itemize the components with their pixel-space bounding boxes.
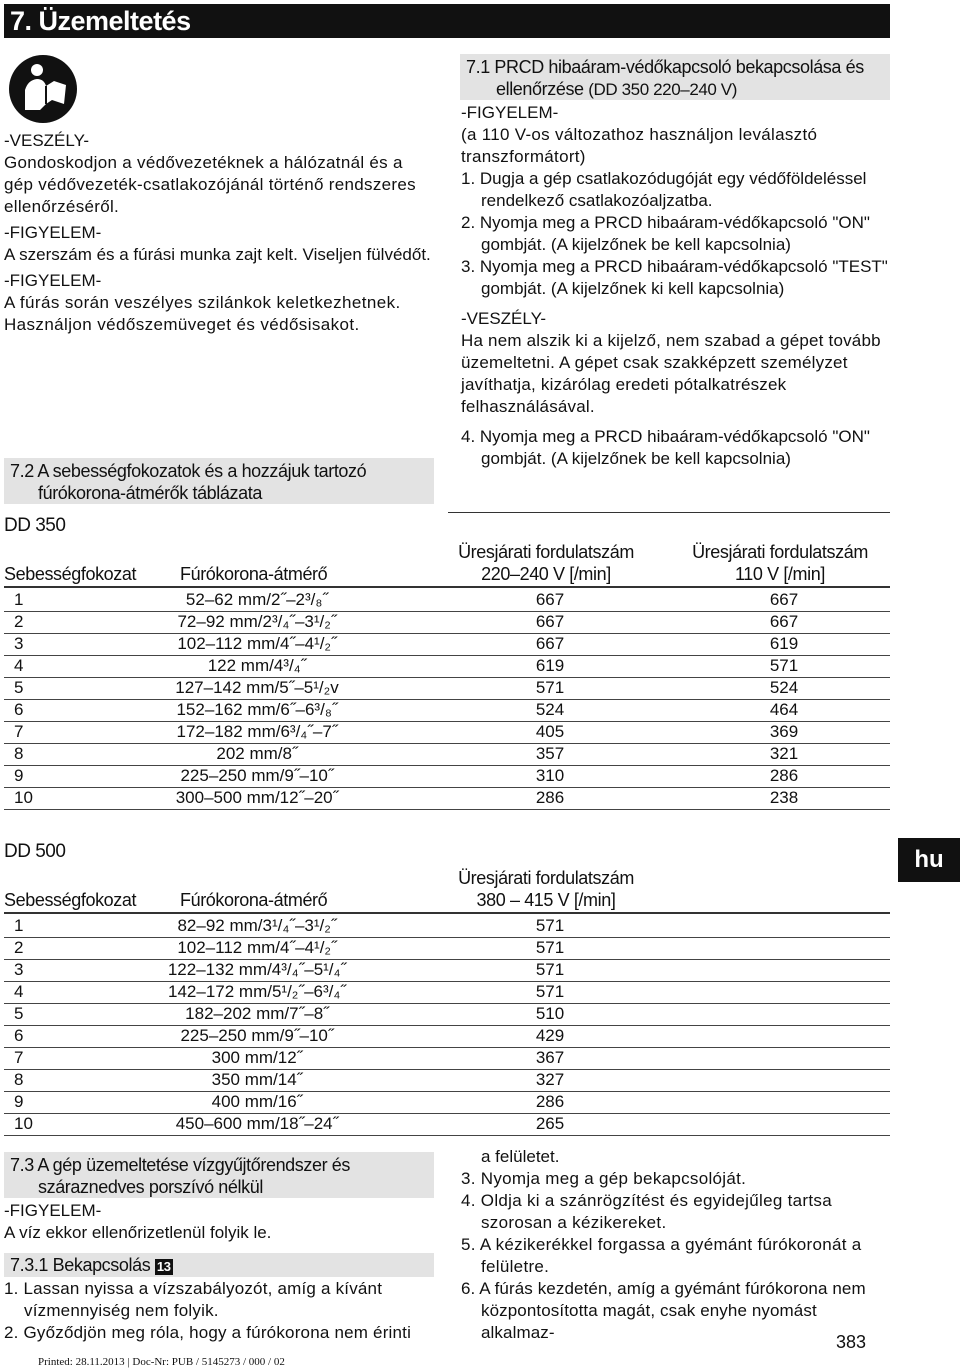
cell-rpm-110: 321 [769, 744, 799, 763]
section-71-body [461, 102, 891, 470]
cell-speed: 5 [14, 1004, 24, 1023]
cell-rpm: 357 [535, 744, 565, 763]
danger-text: Ha nem alszik ki a kijelző, nem szabad a gépet tovább üzemeltetni. A gépet csak szakképzett személyzet javíthatja, kizárólag eredeti pótalkatrészek felhasználásával. [461, 331, 881, 416]
cell-speed: 6 [14, 1026, 24, 1045]
col-header-rpm-110 [680, 541, 880, 585]
cell-speed: 8 [14, 1070, 24, 1089]
table-row [4, 1025, 890, 1048]
caution-text: A víz ekkor ellenőrizetlenül folyik le. [4, 1223, 272, 1242]
section-731-steps-continued [461, 1146, 891, 1344]
section-73-title-text: 7.3 A gép üzemeltetése vízgyűjtőrendszer és száraznedves porszívó nélkül [10, 1155, 351, 1197]
table-row [4, 699, 890, 722]
page-title: 7. Üzemeltetés [4, 4, 890, 38]
cell-speed: 9 [14, 1092, 24, 1111]
section-731-steps [4, 1278, 436, 1344]
cell-rpm: 286 [535, 1092, 565, 1111]
col-header-rpm-400 [446, 867, 646, 911]
cell-speed: 1 [14, 590, 24, 609]
cell-rpm-110: 524 [769, 678, 799, 697]
cell-rpm-110: 464 [769, 700, 799, 719]
table-row [4, 633, 890, 656]
cell-diameter: 300 mm/12˝ [211, 1048, 303, 1067]
col-header-rpm-400-bottom: 380 – 415 V [/min] [476, 890, 616, 910]
language-tab: hu [898, 838, 960, 882]
figure-badge: 13 [156, 1259, 171, 1274]
cell-rpm: 571 [535, 982, 565, 1001]
cell-diameter: 172–182 mm/6³/₄˝–7˝ [176, 722, 338, 741]
cell-speed: 2 [14, 938, 24, 957]
table-row [4, 959, 890, 982]
table-dd350-title: DD 350 [4, 515, 66, 536]
table-row [4, 981, 890, 1004]
cell-rpm: 310 [535, 766, 565, 785]
col-header-diameter: Fúrókorona-átmérő [180, 564, 328, 584]
cell-rpm: 405 [535, 722, 565, 741]
section-73-body [4, 1200, 436, 1244]
left-warnings [4, 130, 436, 336]
section-731-title-text: 7.3.1 Bekapcsolás [10, 1255, 151, 1275]
print-footer: Printed: 28.11.2013 | Doc-Nr: PUB / 5145273 / 000 / 02 [38, 1356, 285, 1368]
table-row [4, 765, 890, 788]
cell-rpm-110: 619 [769, 634, 799, 653]
cell-speed: 1 [14, 916, 24, 935]
step-2: 2. Győződjön meg róla, hogy a fúrókorona nem érinti [4, 1323, 412, 1342]
cell-rpm: 667 [535, 590, 565, 609]
page-number: 383 [836, 1332, 867, 1352]
cell-diameter: 152–162 mm/6˝–6³/₈˝ [176, 700, 338, 719]
table-row [4, 1003, 890, 1026]
table-row [4, 743, 890, 766]
col-header-speed: Sebességfokozat [4, 890, 137, 910]
step-1: 1. Dugja a gép csatlakozódugóját egy védőföldeléssel rendelkező csatlakozóaljzatba. [461, 169, 867, 210]
step-3: 3. Nyomja meg a gép bekapcsolóját. [461, 1169, 747, 1188]
col-header-speed: Sebességfokozat [4, 564, 137, 584]
cell-diameter: 300–500 mm/12˝–20˝ [175, 788, 339, 807]
step-2: 2. Nyomja meg a PRCD hibaáram-védőkapcsoló "ON" gombját. (A kijelzőnek be kell kapcsolnia) [461, 213, 870, 254]
col-header-rpm-110-bottom: 110 V [/min] [735, 564, 825, 584]
caution-label: -FIGYELEM- [4, 271, 102, 290]
cell-speed: 2 [14, 612, 24, 631]
col-header-rpm-230 [446, 541, 646, 585]
cell-speed: 10 [14, 788, 33, 807]
section-71-title [460, 54, 890, 100]
cell-rpm: 619 [535, 656, 565, 675]
cell-speed: 7 [14, 1048, 24, 1067]
cell-speed: 4 [14, 982, 24, 1001]
cell-rpm-110: 369 [769, 722, 799, 741]
cell-diameter: 52–62 mm/2˝–2³/₈˝ [185, 590, 329, 609]
cell-speed: 3 [14, 960, 24, 979]
table-row [4, 787, 890, 810]
step-4: 4. Oldja ki a szánrögzítést és egyidejűleg tartsa szorosan a kézikereket. [461, 1191, 832, 1232]
table-row [4, 1069, 890, 1092]
step-3: 3. Nyomja meg a PRCD hibaáram-védőkapcsoló "TEST" gombját. (A kijelzőnek ki kell kapcsolnia) [461, 257, 888, 298]
cell-diameter: 102–112 mm/4˝–4¹/₂˝ [177, 634, 337, 653]
cell-diameter: 350 mm/14˝ [211, 1070, 303, 1089]
cell-diameter: 82–92 mm/3¹/₄˝–3¹/₂˝ [177, 916, 337, 935]
warning-label: -VESZÉLY- [4, 131, 90, 150]
cell-speed: 3 [14, 634, 24, 653]
cell-rpm-110: 571 [769, 656, 799, 675]
cell-speed: 7 [14, 722, 24, 741]
cell-diameter: 400 mm/16˝ [211, 1092, 303, 1111]
section-71-title-normal: (DD 350 220–240 V) [588, 80, 738, 99]
caution-label: -FIGYELEM- [4, 1201, 102, 1220]
cell-diameter: 122 mm/4³/₄˝ [207, 656, 307, 675]
cell-diameter: 102–112 mm/4˝–4¹/₂˝ [177, 938, 337, 957]
cell-diameter: 225–250 mm/9˝–10˝ [180, 766, 334, 785]
step-1: 1. Lassan nyissa a vízszabályozót, amíg a kívánt vízmennyiség nem folyik. [4, 1279, 383, 1320]
table-row [4, 677, 890, 700]
table-row [4, 1047, 890, 1070]
table-row [4, 1091, 890, 1114]
step-5: 5. A kézikerékkel forgassa a gyémánt fúrókoronát a felületre. [461, 1235, 862, 1276]
cell-rpm: 286 [535, 788, 565, 807]
section-731-title [4, 1253, 434, 1277]
cell-rpm-110: 238 [769, 788, 799, 807]
cell-rpm: 571 [535, 960, 565, 979]
cell-diameter: 450–600 mm/18˝–24˝ [175, 1114, 339, 1133]
cell-speed: 9 [14, 766, 24, 785]
cell-rpm-110: 667 [769, 590, 799, 609]
table-row [4, 915, 890, 938]
cell-rpm-110: 286 [769, 766, 799, 785]
step-6: 6. A fúrás kezdetén, amíg a gyémánt fúrókorona nem központosította magát, csak enyhe nyomást alkalmaz- [461, 1279, 866, 1342]
cell-rpm: 510 [535, 1004, 565, 1023]
warning-text: Gondoskodjon a védővezetéknek a hálózatnál és a gép védővezeték-csatlakozójánál történő rendszeres ellenőrzéséről. [4, 153, 416, 216]
cell-rpm: 265 [535, 1114, 565, 1133]
table-dd500-title: DD 500 [4, 841, 66, 862]
caution-label: -FIGYELEM- [461, 103, 559, 122]
caution-text: (a 110 V-os változathoz használjon leválasztó transzformátort) [461, 125, 818, 166]
table-row [4, 721, 890, 744]
cell-diameter: 142–172 mm/5¹/₂˝–6³/₄˝ [168, 982, 346, 1001]
cell-diameter: 72–92 mm/2³/₄˝–3¹/₂˝ [177, 612, 337, 631]
read-manual-icon [8, 54, 78, 124]
section-73-title [4, 1152, 434, 1198]
caution-label: -FIGYELEM- [4, 223, 102, 242]
caution-text: A fúrás során veszélyes szilánkok keletkezhetnek. Használjon védőszemüveget és védősisakot. [4, 293, 401, 334]
cell-diameter: 122–132 mm/4³/₄˝–5¹/₄˝ [167, 960, 347, 979]
table-row [4, 589, 890, 612]
section-71-title-bold: 7.1 PRCD hibaáram-védőkapcsoló bekapcsolása és ellenőrzése [466, 57, 864, 99]
cell-diameter: 182–202 mm/7˝–8˝ [185, 1004, 329, 1023]
cell-diameter: 202 mm/8˝ [216, 744, 298, 763]
cell-rpm: 327 [535, 1070, 565, 1089]
col-header-rpm-400-top: Üresjárati fordulatszám [458, 868, 634, 888]
step-4: 4. Nyomja meg a PRCD hibaáram-védőkapcsoló "ON" gombját. (A kijelzőnek be kell kapcsolnia) [461, 427, 870, 468]
section-72-title-text: 7.2 A sebességfokozatok és a hozzájuk tartozó fúrókorona-átmérők táblázata [10, 461, 367, 503]
cell-speed: 10 [14, 1114, 33, 1133]
section-72-title [4, 458, 434, 504]
cell-speed: 8 [14, 744, 24, 763]
col-header-diameter: Fúrókorona-átmérő [180, 890, 328, 910]
col-header-rpm-230-bottom: 220–240 V [/min] [481, 564, 611, 584]
col-header-rpm-110-top: Üresjárati fordulatszám [692, 542, 868, 562]
col-header-rpm-230-top: Üresjárati fordulatszám [458, 542, 634, 562]
cell-rpm: 524 [535, 700, 565, 719]
cell-rpm: 571 [535, 916, 565, 935]
danger-label: -VESZÉLY- [461, 309, 547, 328]
step-2-continuation: a felületet. [481, 1147, 560, 1166]
cell-rpm: 571 [535, 938, 565, 957]
cell-rpm-110: 667 [769, 612, 799, 631]
cell-rpm: 571 [535, 678, 565, 697]
cell-rpm: 367 [535, 1048, 565, 1067]
cell-diameter: 225–250 mm/9˝–10˝ [180, 1026, 334, 1045]
cell-rpm: 429 [535, 1026, 565, 1045]
cell-speed: 6 [14, 700, 24, 719]
table-row [4, 655, 890, 678]
table-row [4, 611, 890, 634]
cell-rpm: 667 [535, 634, 565, 653]
cell-speed: 5 [14, 678, 24, 697]
cell-rpm: 667 [535, 612, 565, 631]
table-row [4, 937, 890, 960]
cell-speed: 4 [14, 656, 24, 675]
caution-text: A szerszám és a fúrási munka zajt kelt. Viseljen fülvédőt. [4, 245, 431, 264]
table-row [4, 1113, 890, 1136]
cell-diameter: 127–142 mm/5˝–5¹/₂v [175, 678, 339, 697]
